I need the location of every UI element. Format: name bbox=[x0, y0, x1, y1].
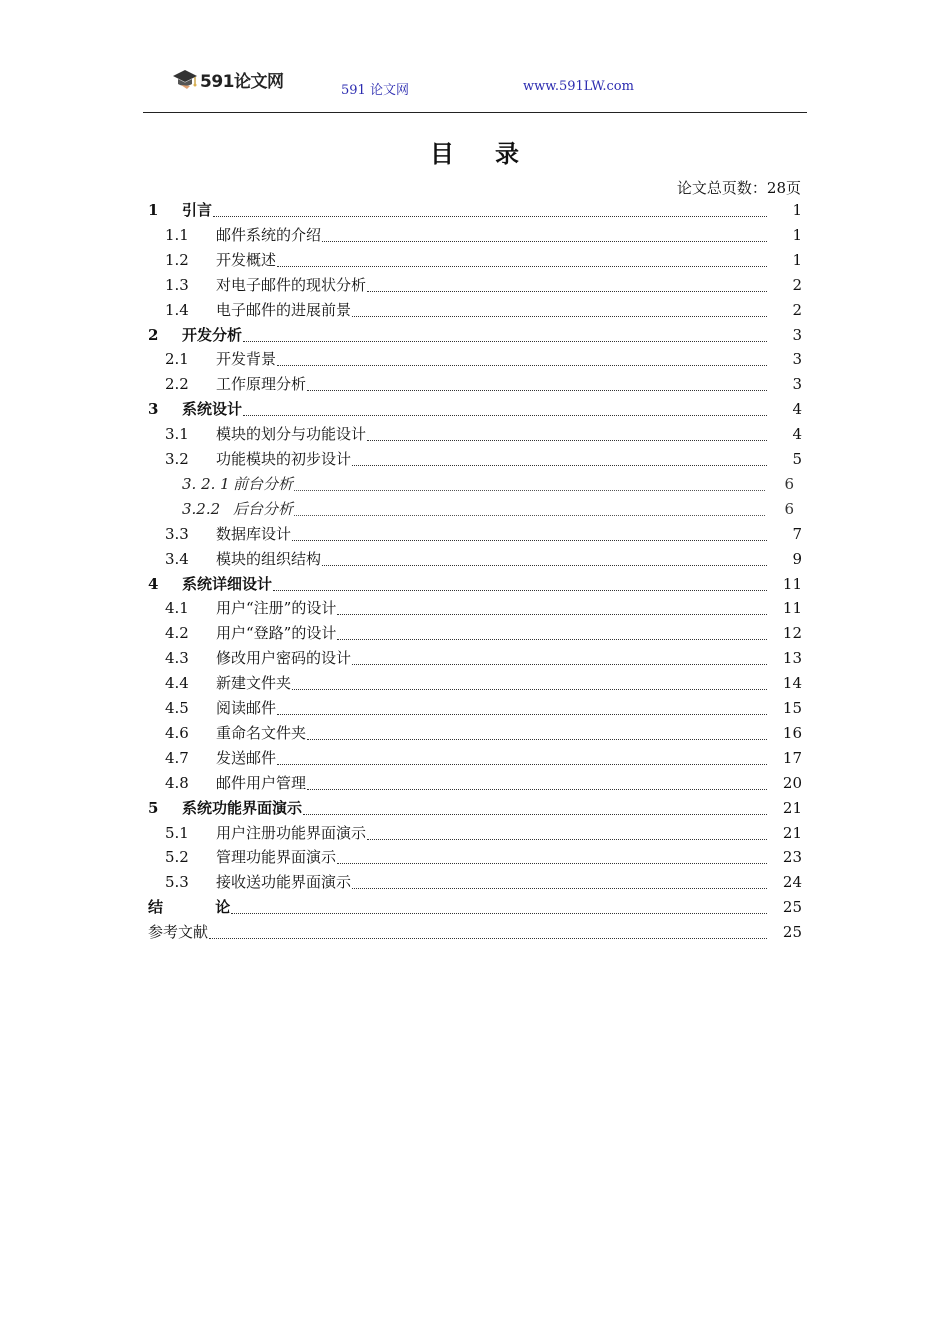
toc-entry[interactable] bbox=[0, 497, 950, 522]
toc-entry[interactable] bbox=[0, 223, 950, 248]
toc-entry-page: 4 bbox=[792, 400, 802, 419]
toc-leader-dots bbox=[277, 764, 767, 765]
toc-entry-number: 4.5 bbox=[165, 699, 189, 717]
toc-entry-title: 工作原理分析 bbox=[216, 375, 307, 394]
toc-entry-number: 3 bbox=[148, 400, 159, 419]
toc-leader-dots bbox=[294, 515, 765, 516]
toc-entry-number: 5.3 bbox=[165, 873, 189, 892]
toc-entry-page: 3 bbox=[792, 325, 802, 344]
toc-entry-heading bbox=[165, 547, 321, 572]
toc-entry-number: 3.1 bbox=[165, 425, 189, 444]
toc-leader-dots bbox=[352, 465, 767, 466]
toc-entry-number: 5 bbox=[148, 798, 159, 817]
toc-entry-page: 16 bbox=[782, 723, 802, 742]
toc-leader-dots bbox=[303, 814, 767, 815]
toc-entry-page: 4 bbox=[792, 425, 802, 444]
toc-entry-heading bbox=[165, 821, 366, 846]
toc-entry-heading bbox=[165, 298, 351, 323]
toc-leader-dots bbox=[294, 490, 765, 491]
toc-entry-number: 1.2 bbox=[165, 250, 189, 269]
toc-entry[interactable] bbox=[0, 771, 950, 796]
toc-entry[interactable] bbox=[0, 572, 950, 597]
toc-entry-number: 1.4 bbox=[165, 300, 189, 319]
toc-entry-heading bbox=[148, 920, 208, 945]
toc-entry-title: 发送邮件 bbox=[216, 748, 277, 767]
toc-leader-dots bbox=[337, 863, 767, 864]
toc-entry-heading bbox=[165, 596, 336, 621]
toc-entry-title: 引言 bbox=[182, 201, 213, 219]
toc-entry[interactable] bbox=[0, 422, 950, 447]
toc-entry-page: 9 bbox=[792, 549, 802, 568]
toc-entry-page: 6 bbox=[784, 499, 794, 518]
toc-leader-dots bbox=[367, 839, 767, 840]
toc-entry-heading bbox=[182, 497, 293, 522]
toc-leader-dots bbox=[307, 789, 767, 790]
site-logo[interactable] bbox=[172, 66, 284, 92]
toc-entry-page: 25 bbox=[782, 898, 802, 917]
toc-leader-dots bbox=[367, 440, 767, 441]
toc-entry-number: 4 bbox=[148, 574, 159, 593]
toc-entry-title: 用户注册功能界面演示 bbox=[216, 823, 367, 842]
toc-entry-page: 3 bbox=[792, 350, 802, 369]
toc-entry[interactable] bbox=[0, 472, 950, 497]
toc-entry-number: 4.3 bbox=[165, 649, 189, 668]
graduation-cap-icon bbox=[172, 68, 198, 90]
toc-entry-title: 系统详细设计 bbox=[182, 574, 273, 593]
title-char-2: 录 bbox=[495, 139, 520, 168]
toc-entry-page: 13 bbox=[782, 649, 802, 668]
toc-entry-title: 模块的组织结构 bbox=[216, 549, 322, 568]
toc-entry[interactable] bbox=[0, 397, 950, 422]
toc-entry-title: 邮件系统的介绍 bbox=[216, 225, 322, 244]
toc-entry-title: 新建文件夹 bbox=[216, 674, 292, 693]
toc-entry-number: 1.3 bbox=[165, 275, 189, 294]
toc-entry-number: 4.8 bbox=[165, 773, 189, 792]
toc-entry[interactable] bbox=[0, 372, 950, 397]
toc-entry[interactable] bbox=[0, 273, 950, 298]
total-pages: 论文总页数：28页 bbox=[676, 179, 801, 197]
toc-entry-page: 12 bbox=[782, 624, 802, 643]
toc-leader-dots bbox=[337, 614, 767, 615]
toc-leader-dots bbox=[322, 241, 767, 242]
toc-entry-title: 结 论 bbox=[148, 898, 231, 917]
toc-entry-page: 17 bbox=[782, 748, 802, 767]
toc-entry-heading bbox=[165, 671, 291, 696]
toc-entry-page: 1 bbox=[792, 250, 802, 269]
toc-entry-heading bbox=[165, 721, 306, 746]
toc-entry[interactable] bbox=[0, 522, 950, 547]
toc-entry-heading bbox=[165, 522, 291, 547]
toc-entry-number: 3.2.2 bbox=[182, 499, 221, 518]
toc-entry-number: 3. 2. 1 bbox=[182, 474, 230, 493]
toc-entry-page: 15 bbox=[782, 699, 802, 717]
toc-entry-title: 参考文献 bbox=[148, 923, 209, 942]
toc-entry-title: 功能模块的初步设计 bbox=[216, 450, 352, 468]
toc-entry-page: 25 bbox=[782, 923, 802, 942]
toc-leader-dots bbox=[213, 216, 767, 217]
toc-entry-title: 后台分析 bbox=[233, 499, 294, 518]
toc-entry-title: 管理功能界面演示 bbox=[216, 848, 337, 867]
logo-text: 591论文网 bbox=[200, 71, 284, 92]
toc-leader-dots bbox=[277, 365, 767, 366]
toc-entry[interactable] bbox=[0, 298, 950, 323]
toc-leader-dots bbox=[209, 938, 767, 939]
toc-entry-heading bbox=[165, 273, 366, 298]
toc-entry[interactable] bbox=[0, 248, 950, 273]
toc-entry-heading bbox=[165, 223, 321, 248]
toc-leader-dots bbox=[352, 316, 767, 317]
toc-entry-heading bbox=[148, 198, 212, 223]
toc-leader-dots bbox=[277, 266, 767, 267]
toc-entry-page: 6 bbox=[784, 474, 794, 493]
toc-entry-number: 2 bbox=[148, 325, 159, 344]
toc-leader-dots bbox=[277, 714, 767, 715]
toc-entry-heading bbox=[165, 422, 366, 447]
toc-entry-number: 1.1 bbox=[165, 225, 189, 244]
toc-entry-heading bbox=[182, 472, 293, 497]
toc-entry-page: 14 bbox=[782, 674, 802, 693]
header-divider bbox=[143, 112, 807, 113]
toc-leader-dots bbox=[273, 590, 767, 591]
toc-entry-number: 1 bbox=[148, 201, 159, 219]
toc-entry[interactable] bbox=[0, 746, 950, 771]
toc-entry-heading bbox=[165, 621, 336, 646]
toc-entry-number: 2.2 bbox=[165, 375, 189, 394]
toc-entry-title: 接收送功能界面演示 bbox=[216, 873, 352, 892]
toc-entry[interactable] bbox=[0, 895, 950, 920]
toc-entry[interactable] bbox=[0, 870, 950, 895]
toc-entry-heading bbox=[165, 372, 306, 397]
toc-entry-number: 5.1 bbox=[165, 823, 189, 842]
toc-leader-dots bbox=[337, 639, 767, 640]
toc-entry-page: 5 bbox=[792, 450, 802, 468]
toc-leader-dots bbox=[243, 415, 767, 416]
toc-entry-heading bbox=[148, 572, 272, 597]
toc-entry-page: 7 bbox=[792, 524, 802, 543]
site-url-link[interactable]: www.591LW.com bbox=[523, 79, 634, 94]
toc-entry-heading bbox=[165, 746, 276, 771]
toc-entry-page: 23 bbox=[782, 848, 802, 867]
toc-entry[interactable] bbox=[0, 920, 950, 945]
toc-entry-title: 开发背景 bbox=[216, 350, 277, 369]
toc-entry-title: 前台分析 bbox=[233, 474, 294, 493]
toc-entry-heading bbox=[165, 248, 276, 273]
toc-entry[interactable] bbox=[0, 447, 950, 472]
toc-entry-heading bbox=[165, 696, 276, 721]
toc-leader-dots bbox=[352, 664, 767, 665]
toc-leader-dots bbox=[322, 565, 767, 566]
toc-entry-heading bbox=[165, 646, 351, 671]
toc-entry[interactable] bbox=[0, 796, 950, 821]
toc-entry-title: 邮件用户管理 bbox=[216, 773, 307, 792]
toc-entry-heading bbox=[165, 447, 351, 472]
toc-entry-page: 21 bbox=[782, 798, 802, 817]
toc-entry[interactable] bbox=[0, 323, 950, 348]
site-name-link[interactable]: 591 论文网 bbox=[341, 83, 409, 98]
toc-entry[interactable] bbox=[0, 696, 950, 721]
toc-entry-title: 用户“登路”的设计 bbox=[216, 624, 337, 643]
toc-leader-dots bbox=[231, 913, 767, 914]
toc-leader-dots bbox=[243, 341, 767, 342]
toc-entry[interactable] bbox=[0, 621, 950, 646]
toc-entry-heading bbox=[165, 845, 336, 870]
toc-entry-number: 3.4 bbox=[165, 549, 189, 568]
toc-entry-page: 11 bbox=[782, 599, 802, 618]
toc-entry-page: 2 bbox=[792, 275, 802, 294]
toc-entry-number: 2.1 bbox=[165, 350, 189, 369]
toc-entry[interactable] bbox=[0, 671, 950, 696]
toc-entry[interactable] bbox=[0, 646, 950, 671]
toc-entry-number: 4.6 bbox=[165, 723, 189, 742]
toc-entry-title: 开发分析 bbox=[182, 325, 243, 344]
toc-entry-heading bbox=[165, 347, 276, 372]
toc-entry-title: 开发概述 bbox=[216, 250, 277, 269]
toc-entry-page: 3 bbox=[792, 375, 802, 394]
toc-entry-page: 1 bbox=[792, 201, 802, 219]
toc-entry-heading bbox=[148, 397, 242, 422]
toc-entry-page: 21 bbox=[782, 823, 802, 842]
toc-entry-title: 数据库设计 bbox=[216, 524, 292, 543]
toc-entry[interactable] bbox=[0, 347, 950, 372]
toc-entry-title: 对电子邮件的现状分析 bbox=[216, 275, 367, 294]
toc-entry-title: 系统设计 bbox=[182, 400, 243, 419]
toc-entry-number: 3.3 bbox=[165, 524, 189, 543]
toc-entry[interactable] bbox=[0, 198, 950, 223]
toc-leader-dots bbox=[307, 739, 767, 740]
toc-entry-title: 电子邮件的进展前景 bbox=[216, 300, 352, 319]
toc-entry-heading bbox=[165, 870, 351, 895]
toc-entry-title: 模块的划分与功能设计 bbox=[216, 425, 367, 444]
toc-entry-title: 阅读邮件 bbox=[216, 699, 277, 717]
toc-entry-heading bbox=[148, 323, 242, 348]
toc-leader-dots bbox=[352, 888, 767, 889]
toc-entry[interactable] bbox=[0, 721, 950, 746]
toc-entry[interactable] bbox=[0, 596, 950, 621]
toc-entry-number: 3.2 bbox=[165, 450, 189, 468]
toc-entry-page: 24 bbox=[782, 873, 802, 892]
toc-entry[interactable] bbox=[0, 845, 950, 870]
page-title bbox=[0, 134, 950, 169]
toc-leader-dots bbox=[367, 291, 767, 292]
toc-entry-number: 4.4 bbox=[165, 674, 189, 693]
toc-entry-number: 5.2 bbox=[165, 848, 189, 867]
toc-leader-dots bbox=[292, 540, 767, 541]
toc-entry-title: 系统功能界面演示 bbox=[182, 798, 303, 817]
toc-entry-page: 2 bbox=[792, 300, 802, 319]
toc-entry-heading bbox=[165, 771, 306, 796]
page-header bbox=[0, 0, 950, 120]
toc-leader-dots bbox=[307, 390, 767, 391]
toc-entry-page: 11 bbox=[782, 574, 802, 593]
toc-entry-page: 20 bbox=[782, 773, 802, 792]
toc-entry-page: 1 bbox=[792, 225, 802, 244]
toc-entry-number: 4.1 bbox=[165, 599, 189, 618]
toc-entry-title: 用户“注册”的设计 bbox=[216, 599, 337, 618]
toc-entry[interactable] bbox=[0, 547, 950, 572]
toc-entry-number: 4.7 bbox=[165, 748, 189, 767]
toc-entry-title: 修改用户密码的设计 bbox=[216, 649, 352, 668]
toc-entry-heading bbox=[148, 895, 230, 920]
toc-entry[interactable] bbox=[0, 821, 950, 846]
toc-leader-dots bbox=[292, 689, 767, 690]
toc-entry-number: 4.2 bbox=[165, 624, 189, 643]
toc-entry-heading bbox=[148, 796, 302, 821]
title-char-1: 目 bbox=[430, 139, 455, 168]
toc-entry-title: 重命名文件夹 bbox=[216, 723, 307, 742]
